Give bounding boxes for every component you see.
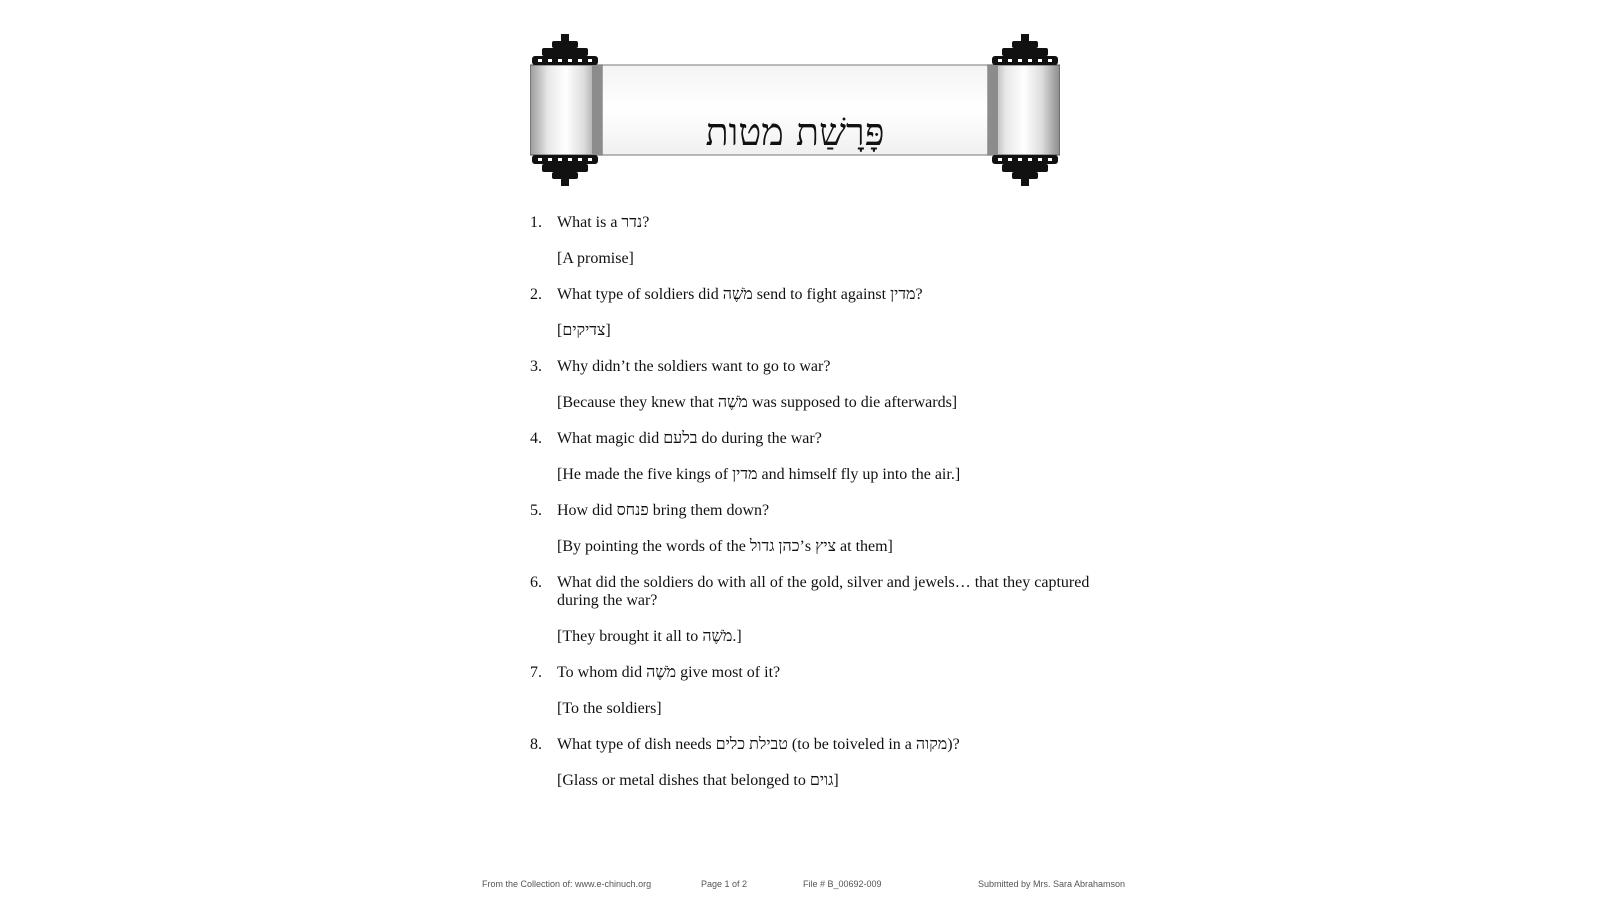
question-text: What type of dish needs טבילת כלים (to be toiveled in a מקוה)? bbox=[557, 736, 960, 753]
question-number: 8. bbox=[530, 736, 542, 753]
list-item bbox=[530, 430, 1090, 484]
question-text: What magic did בלעם do during the war? bbox=[557, 430, 822, 447]
question bbox=[530, 736, 1090, 754]
answer-text: [By pointing the words of the כהן גדול’s ציץ at them] bbox=[557, 538, 893, 555]
answer-text: [Glass or metal dishes that belonged to גוים] bbox=[557, 772, 839, 789]
page-title: פָּרָשַׁת מטות bbox=[705, 109, 885, 154]
page-footer bbox=[0, 879, 1600, 893]
list-item bbox=[530, 736, 1090, 790]
question-number: 6. bbox=[530, 574, 542, 591]
list-item bbox=[530, 358, 1090, 412]
footer-page-number: Page 1 of 2 bbox=[701, 879, 748, 889]
question-text: To whom did מֹשֶׁה give most of it? bbox=[557, 664, 781, 681]
list-item bbox=[530, 214, 1090, 268]
list-item bbox=[530, 502, 1090, 556]
scroll-banner bbox=[530, 32, 1060, 192]
question-list bbox=[530, 214, 1090, 808]
question bbox=[530, 286, 1090, 304]
question-number: 7. bbox=[530, 664, 542, 681]
answer-text: [Because they knew that מֹשֶׁה was supposed to die afterwards] bbox=[557, 394, 958, 411]
footer-submitted-by: Submitted by Mrs. Sara Abrahamson bbox=[978, 879, 1126, 889]
question-text: What did the soldiers do with all of the gold, silver and jewels… that they captured during the war? bbox=[557, 574, 1090, 609]
question bbox=[530, 214, 1090, 232]
answer-text: [צדיקים] bbox=[557, 322, 611, 339]
list-item bbox=[530, 664, 1090, 718]
list-item bbox=[530, 574, 1090, 646]
answer-text: [He made the five kings of מדין and himself fly up into the air.] bbox=[557, 466, 961, 483]
question bbox=[530, 430, 1090, 448]
question-text: Why didn’t the soldiers want to go to war? bbox=[557, 358, 831, 375]
question bbox=[530, 574, 1090, 610]
question-text: What is a נדר? bbox=[557, 214, 650, 231]
question-number: 1. bbox=[530, 214, 542, 231]
question-number: 2. bbox=[530, 286, 542, 303]
question-number: 3. bbox=[530, 358, 542, 375]
question-number: 5. bbox=[530, 502, 542, 519]
question bbox=[530, 358, 1090, 376]
list-item bbox=[530, 286, 1090, 340]
footer-collection: From the Collection of: www.e-chinuch.org bbox=[482, 879, 652, 889]
answer-text: [A promise] bbox=[557, 250, 634, 267]
question-text: What type of soldiers did מֹשֶׁה send to fight against מדין? bbox=[557, 286, 923, 303]
question bbox=[530, 502, 1090, 520]
answer-text: [To the soldiers] bbox=[557, 700, 662, 717]
question bbox=[530, 664, 1090, 682]
answer-text: [They brought it all to מֹשֶׁה.] bbox=[557, 628, 742, 645]
question-number: 4. bbox=[530, 430, 542, 447]
footer-file-number: File # B_00692-009 bbox=[803, 879, 882, 889]
question-text: How did פנחס bring them down? bbox=[557, 502, 770, 519]
